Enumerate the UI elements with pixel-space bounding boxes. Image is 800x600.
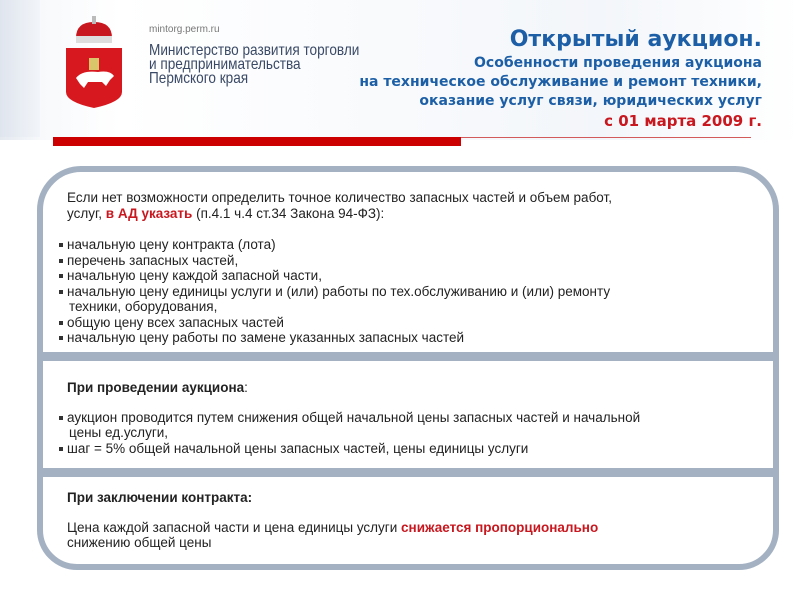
site-url: mintorg.perm.ru (149, 24, 220, 35)
ministry-line: Министерство развития торговли (149, 42, 360, 59)
list-item: начальную цену единицы услуги и (или) работы по тех.обслуживанию и (или) ремонту (59, 284, 773, 300)
perm-coat-of-arms-icon (62, 16, 126, 108)
subtitle-line: Особенности проведения аукциона (474, 55, 762, 71)
highlight: в АД указать (105, 205, 193, 221)
page-title: Открытый аукцион. (509, 27, 762, 52)
red-divider (53, 137, 461, 146)
list-item: шаг = 5% общей начальной цены запасных частей, цены единицы услуги (59, 441, 773, 457)
list-item-cont: цены ед.услуги, (69, 425, 169, 440)
list-item: начальную цену работы по замене указанных запасных частей (59, 330, 773, 346)
list-item: общую цену всех запасных частей (59, 315, 773, 331)
subtitle-line: оказание услуг связи, юридических услуг (419, 93, 762, 109)
section-divider (43, 468, 773, 477)
section-divider (43, 352, 773, 361)
section-contract (43, 490, 773, 551)
section-heading: При заключении контракта: (67, 490, 253, 505)
title-block (359, 26, 762, 131)
date-line: с 01 марта 2009 г. (604, 112, 762, 130)
intro-text: (п.4.1 ч.4 ст.34 Закона 94-ФЗ): (196, 205, 385, 221)
decorative-strip (0, 0, 40, 137)
subtitle-line: на техническое обслуживание и ремонт техники, (359, 74, 762, 90)
contract-text: Цена каждой запасной части и цена единицы услуги снижается пропорционально снижению общей цены (67, 519, 599, 550)
intro-text: услуг, (67, 205, 103, 221)
intro-text: Если нет возможности определить точное количество запасных частей и объем работ, (67, 190, 612, 205)
list-item: начальную цену контракта (лота) (59, 237, 773, 253)
ministry-name (149, 44, 387, 86)
section-auction: При проведении аукциона: аукцион проводится путем снижения общей начальной цены запасных частей и начальной цены ед.услуги, шаг = 5% общей начальной цены запасных частей, цены единицы услуги (43, 380, 773, 456)
section-heading: При проведении аукциона (67, 380, 245, 395)
red-line (461, 137, 751, 138)
list-item: начальную цену каждой запасной части, (59, 268, 773, 284)
ministry-line: и предпринимательства (149, 56, 301, 73)
list-item-cont: техники, оборудования, (69, 299, 218, 314)
ministry-line: Пермского края (149, 70, 249, 87)
list-item: аукцион проводится путем снижения общей начальной цены запасных частей и начальной (59, 410, 773, 426)
intro (67, 190, 773, 221)
content-box (37, 166, 779, 570)
list-item: перечень запасных частей, (59, 253, 773, 269)
section-ad (43, 190, 773, 346)
